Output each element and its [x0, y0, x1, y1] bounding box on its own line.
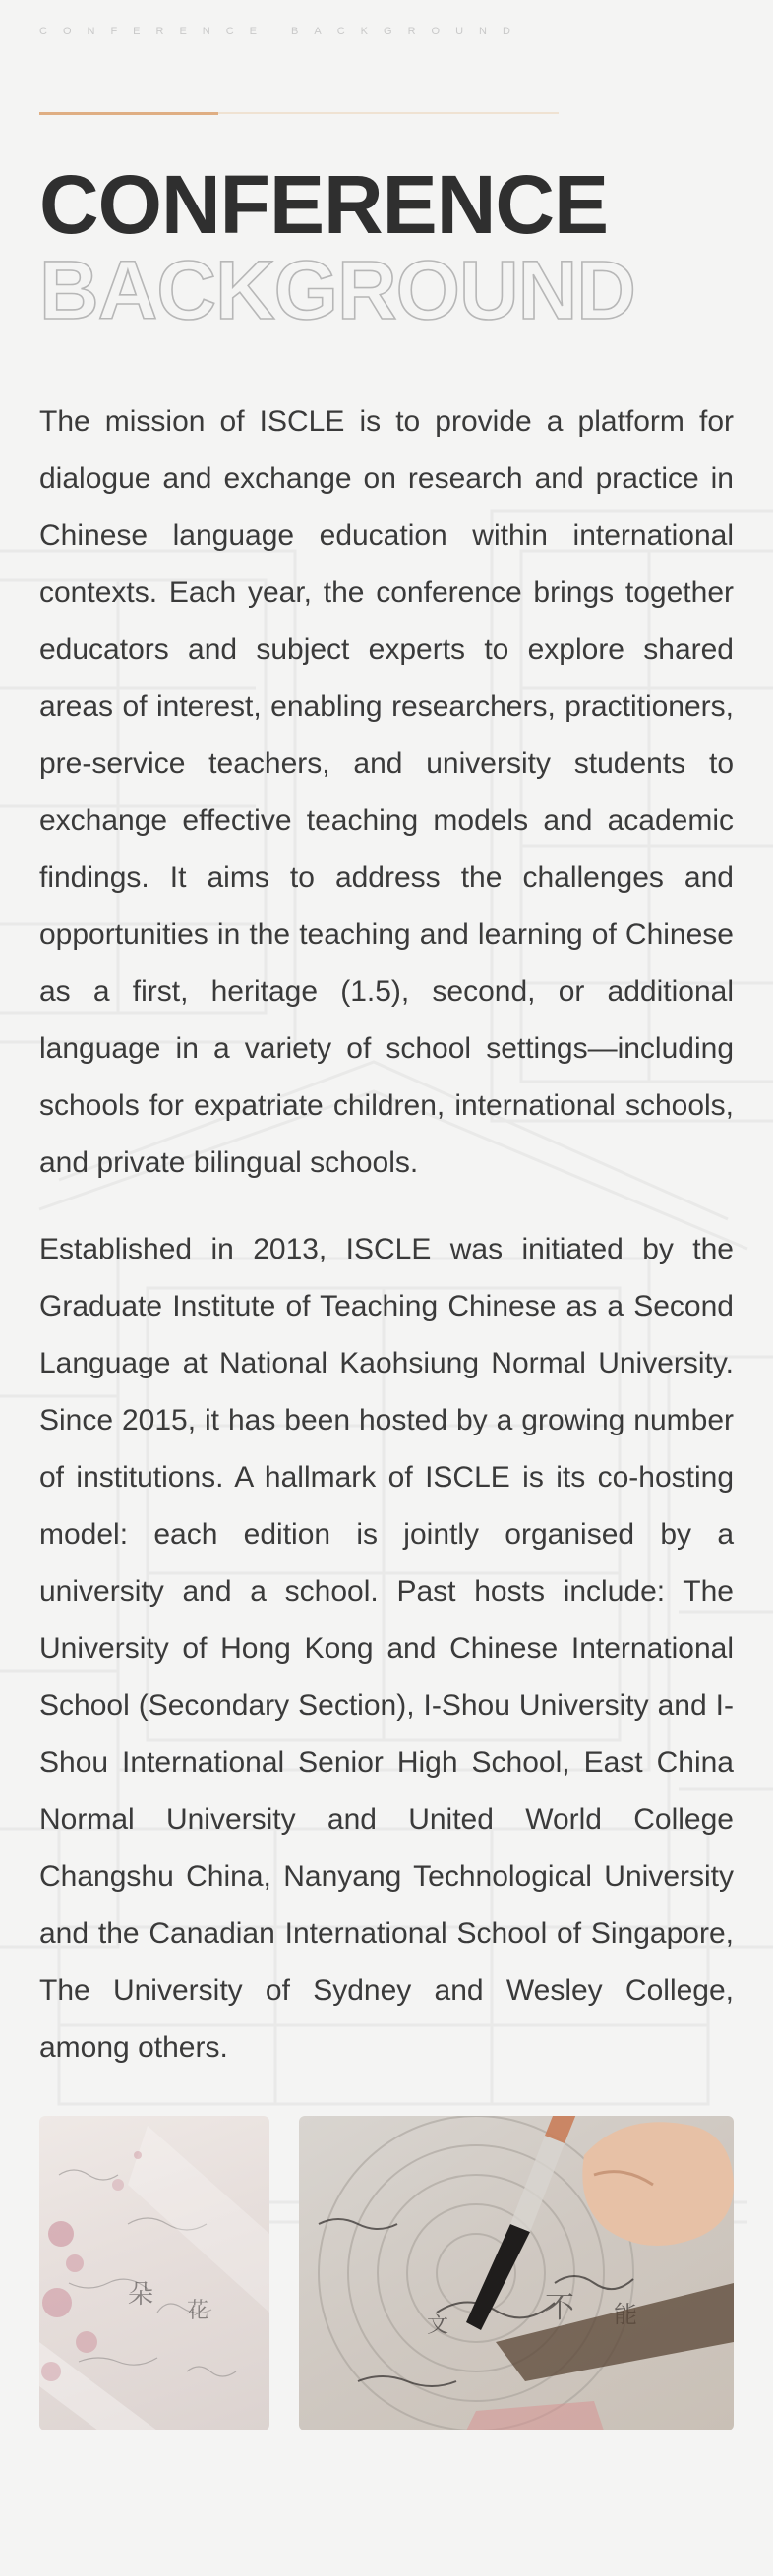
calligraphy-pen-image	[299, 2116, 734, 2430]
section-title-outline: BACKGROUND	[39, 244, 635, 336]
section-title: CONFERENCE	[39, 158, 609, 251]
calligraphy-blossom-image	[39, 2116, 269, 2430]
mission-paragraph: The mission of ISCLE is to provide a platform for dialogue and exchange on research and practice in Chinese language education within international contexts. Each year, the conference brings together educators and subject experts to explore shared areas of interest, enabling researchers, practitioners, pre-service teachers, and university students to exchange effective teaching models and academic findings. It aims to address the challenges and opportunities in the teaching and learning of Chinese as a first, heritage (1.5), second, or additional language in a variety of school settings—including schools for expatriate children, international schools, and private bilingual schools.	[39, 405, 734, 1179]
section-eyebrow-label: CONFERENCE BACKGROUND	[39, 26, 526, 37]
divider-accent	[39, 112, 218, 115]
svg-text:文: 文	[427, 2313, 449, 2338]
svg-text:不: 不	[545, 2291, 574, 2325]
svg-text:花: 花	[187, 2299, 209, 2323]
image-row	[39, 2116, 734, 2430]
svg-text:朵: 朵	[128, 2280, 154, 2310]
history-paragraph: Established in 2013, ISCLE was initiated by the Graduate Institute of Teaching Chinese as a Second Language at National Kaohsiung Normal University. Since 2015, it has been hosted by a growing number of institutions. A hallmark of ISCLE is its co-hosting model: each edition is jointly organised by a university and a school. Past hosts include: The University of Hong Kong and Chinese International School (Secondary Section), I-Shou University and I-Shou International Senior High School, East China Normal University and United World College Changshu China, Nanyang Technological University and the Canadian International School of Singapore, The University of Sydney and Wesley College, among others.	[39, 1233, 734, 2064]
title-divider	[39, 112, 559, 114]
